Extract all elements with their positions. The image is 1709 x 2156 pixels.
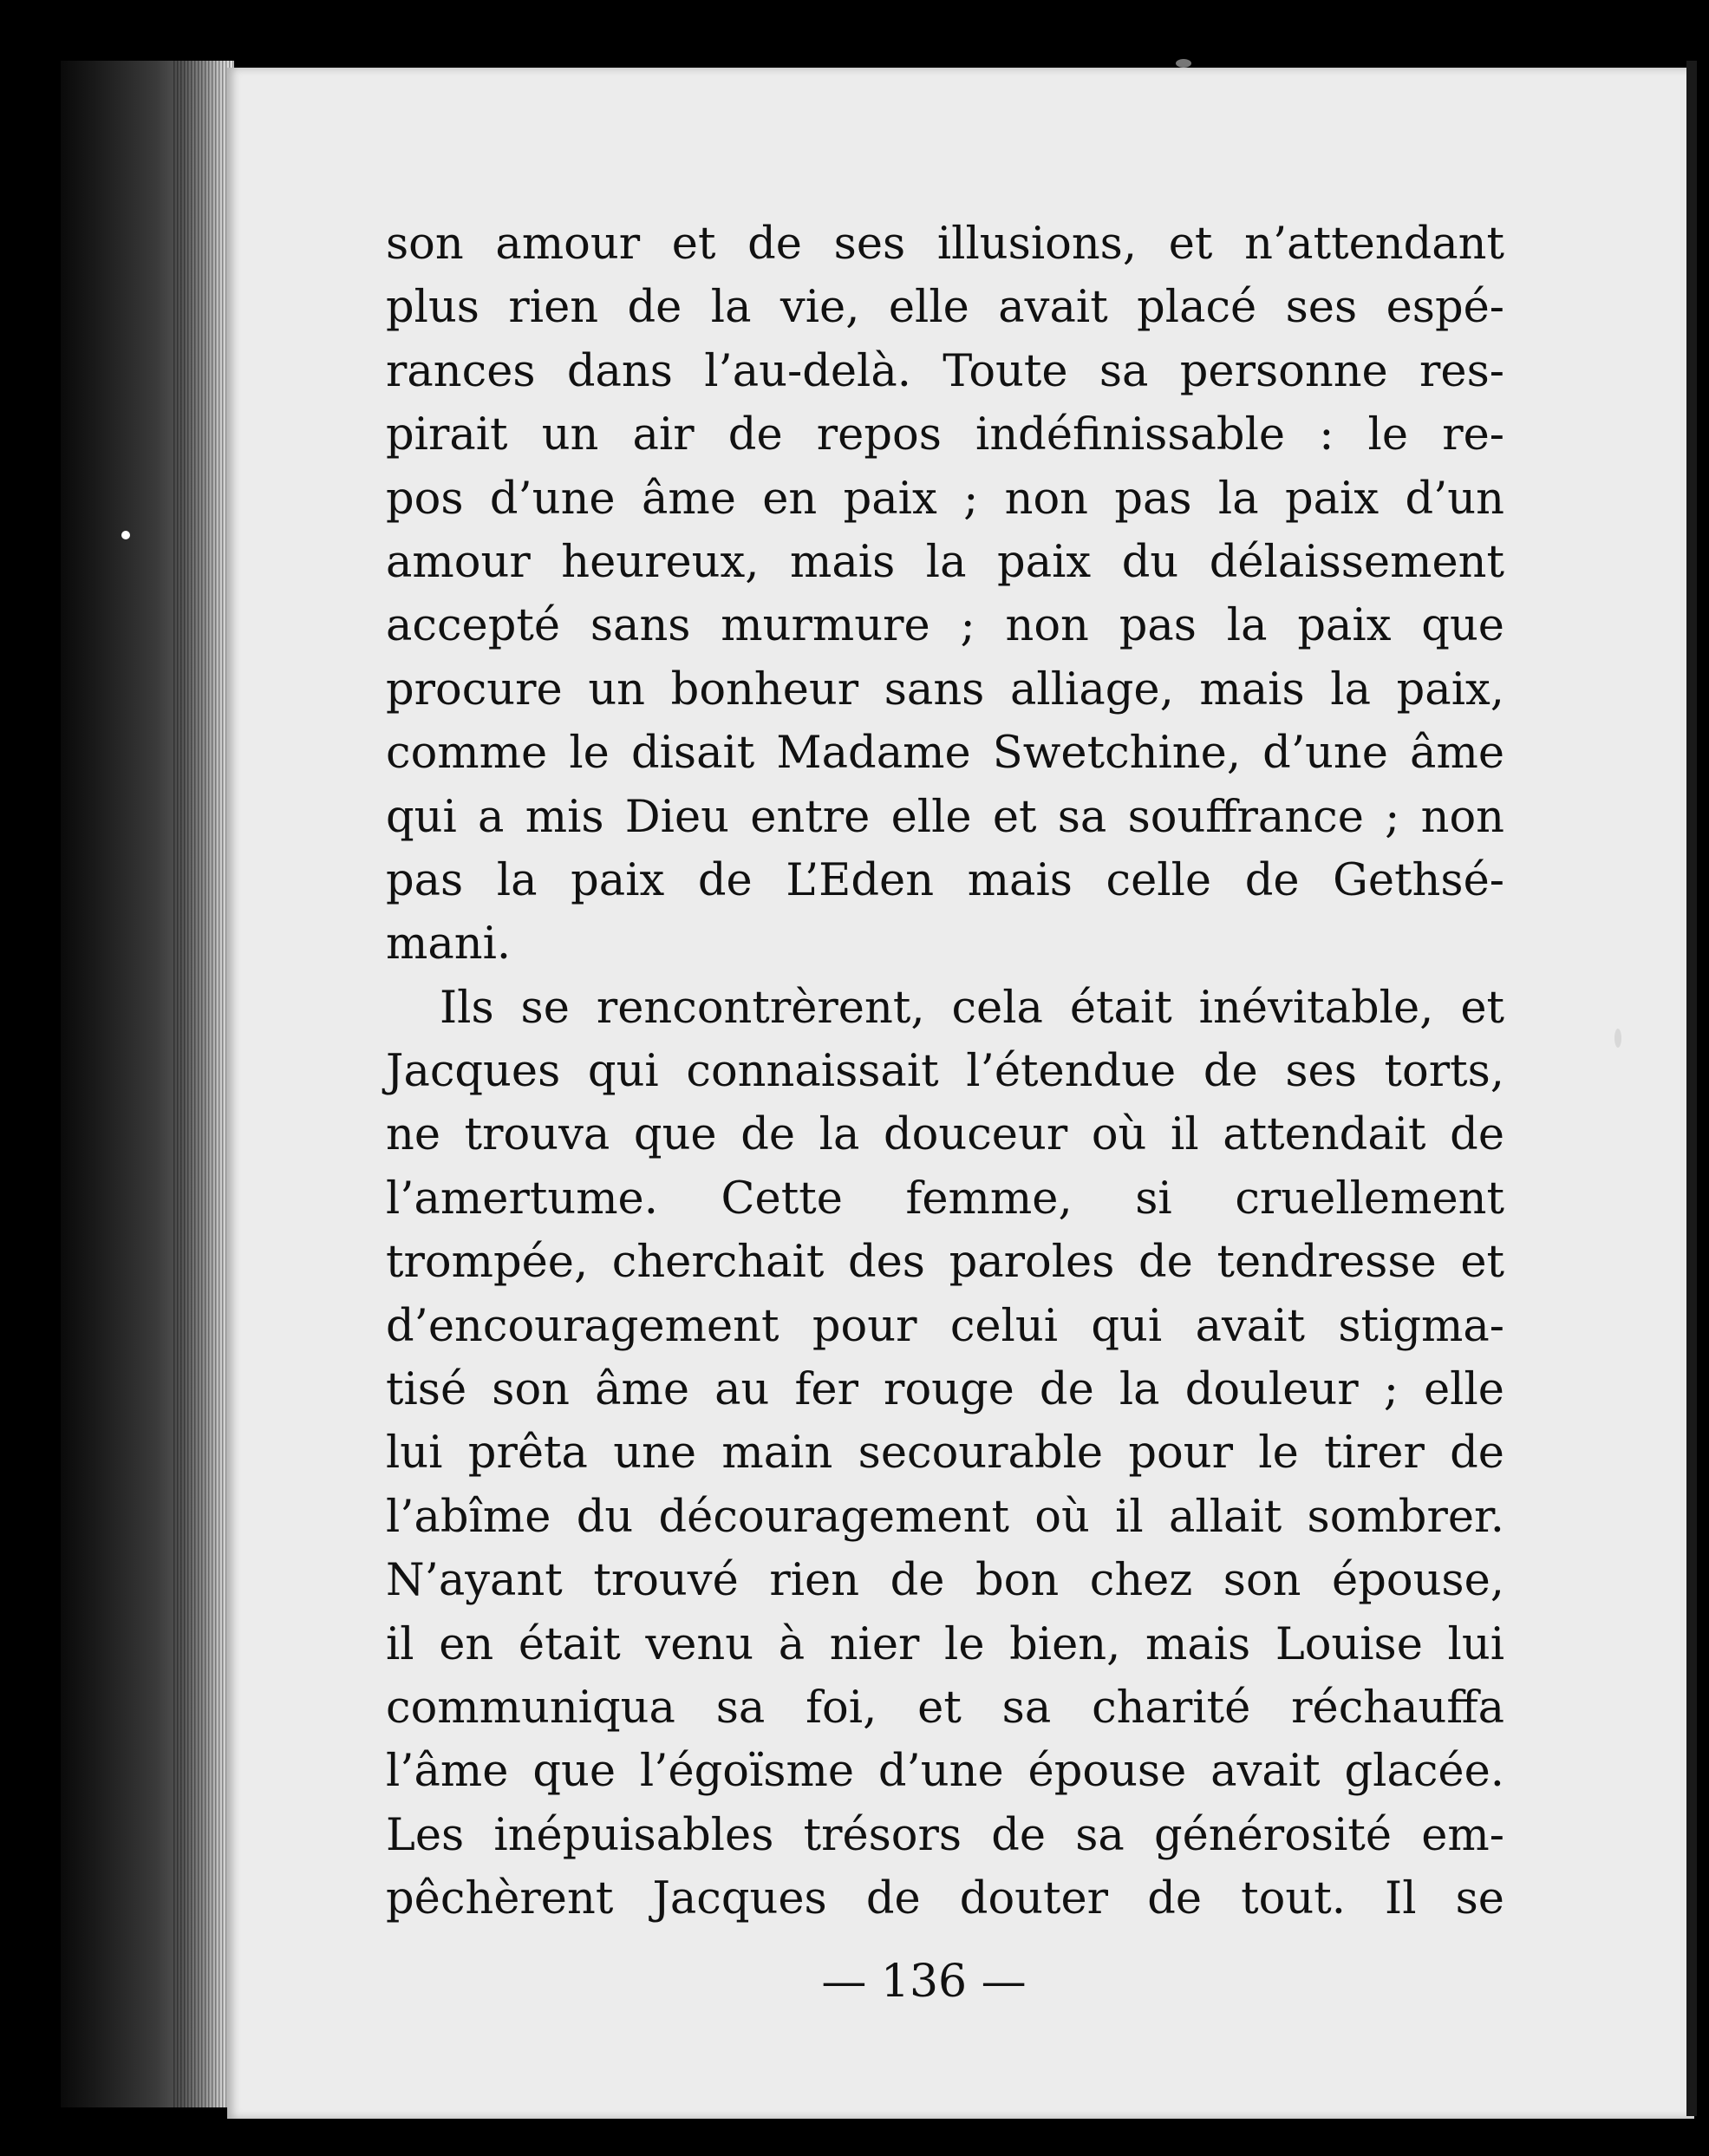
text-line: d’encouragement pour celui qui avait stigma-	[386, 1300, 1504, 1352]
text-line: rances dans l’au-delà. Toute sa personne res-	[386, 345, 1504, 397]
text-line: l’âme que l’égoïsme d’une épouse avait glacée.	[386, 1746, 1504, 1798]
text-line: tisé son âme au fer rouge de la douleur ; elle	[386, 1364, 1504, 1416]
text-line: communiqua sa foi, et sa charité réchauffa	[386, 1682, 1504, 1734]
text-line: amour heureux, mais la paix du délaissement	[386, 536, 1504, 588]
text-line: pirait un air de repos indéfinissable : le re-	[386, 409, 1504, 461]
text-line: lui prêta une main secourable pour le tirer de	[386, 1428, 1504, 1480]
text-line: son amour et de ses illusions, et n’attendant	[386, 219, 1504, 270]
text-line: l’abîme du découragement où il allait sombrer.	[386, 1491, 1504, 1543]
book-spine-edge	[173, 61, 234, 2107]
text-line: ne trouva que de la douceur où il attendait de	[386, 1109, 1504, 1161]
dust-speck	[1614, 1029, 1621, 1048]
text-line: trompée, cherchait des paroles de tendresse et	[386, 1237, 1504, 1289]
text-line: il en était venu à nier le bien, mais Louise lui	[386, 1618, 1504, 1670]
text-line: mani.	[386, 918, 512, 970]
text-line: Jacques qui connaissait l’étendue de ses torts,	[386, 1046, 1504, 1098]
dust-speck	[1176, 59, 1191, 68]
dust-speck	[121, 531, 130, 539]
text-line: plus rien de la vie, elle avait placé ses espé-	[386, 282, 1504, 334]
text-line: accepté sans murmure ; non pas la paix que	[386, 600, 1504, 652]
text-line: pêchèrent Jacques de douter de tout. Il se	[386, 1873, 1504, 1925]
text-line: l’amertume. Cette femme, si cruellement	[386, 1173, 1504, 1225]
page-right-edge	[1686, 61, 1697, 2116]
text-line: pas la paix de L’Eden mais celle de Gethsé-	[386, 854, 1504, 906]
text-line: N’ayant trouvé rien de bon chez son épouse,	[386, 1555, 1504, 1607]
text-line: qui a mis Dieu entre elle et sa souffrance ; non	[386, 791, 1504, 843]
text-line: Ils se rencontrèrent, cela était inévitable, et	[440, 982, 1504, 1034]
text-line: Les inépuisables trésors de sa générosité em-	[386, 1809, 1504, 1861]
text-line: pos d’une âme en paix ; non pas la paix d’un	[386, 473, 1504, 525]
page-number: — 136 —	[821, 1956, 1027, 2008]
body-text	[386, 212, 1504, 1931]
text-line: comme le disait Madame Swetchine, d’une âme	[386, 728, 1504, 780]
text-line: procure un bonheur sans alliage, mais la paix,	[386, 663, 1504, 715]
